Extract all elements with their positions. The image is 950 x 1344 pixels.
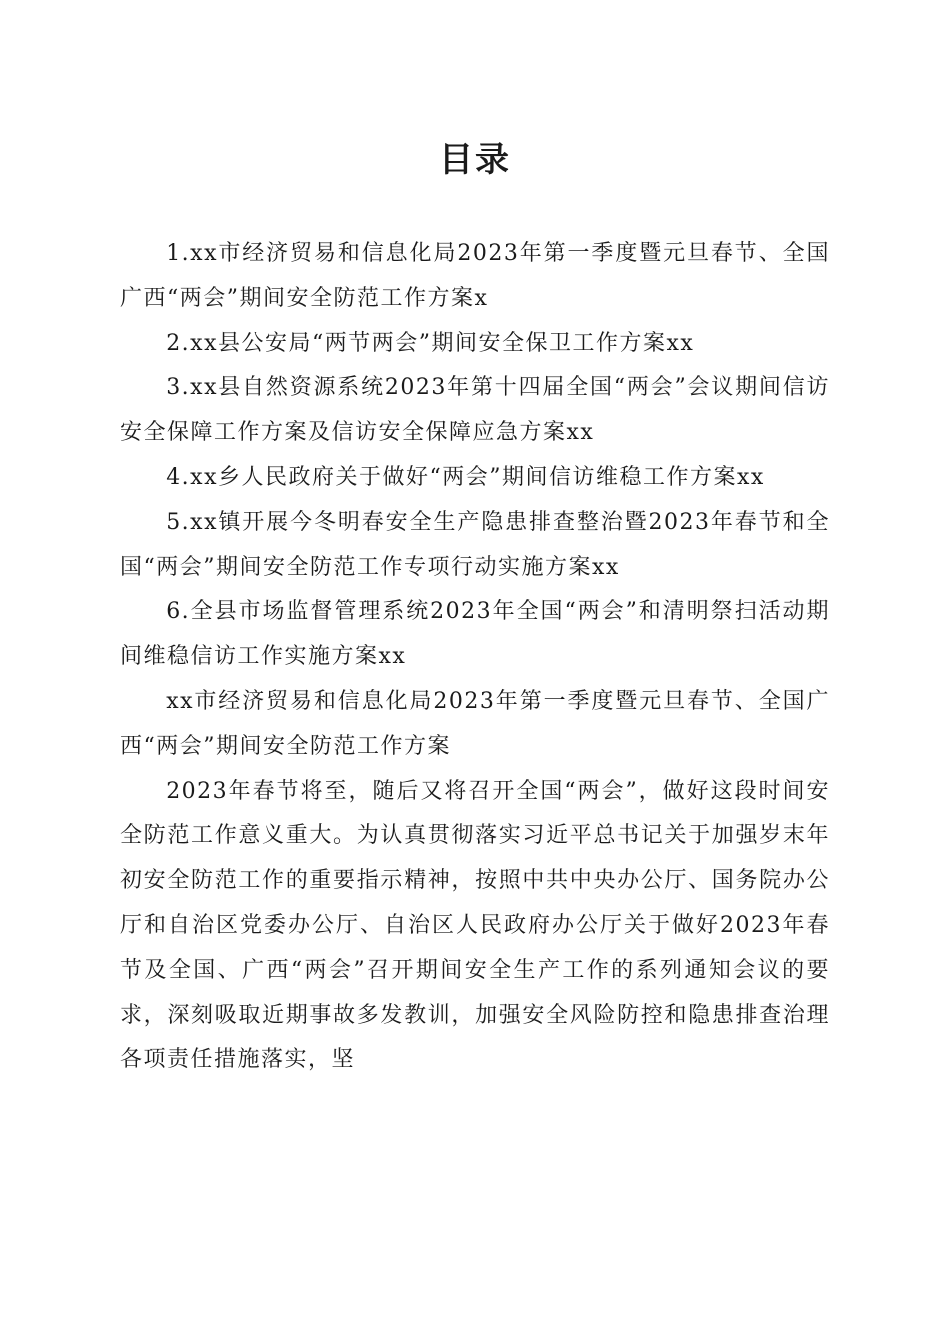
toc-entry-1: 1.xx市经济贸易和信息化局2023年第一季度暨元旦春节、全国广西“两会”期间安全防范工作方案x (120, 241, 830, 311)
toc-entry-5: 5.xx镇开展今冬明春安全生产隐患排查整治暨2023年春节和全国“两会”期间安全防范工作专项行动实施方案xx (120, 509, 830, 580)
table-of-contents (120, 232, 830, 680)
toc-entry-2: 2.xx县公安局“两节两会”期间安全保卫工作方案xx (166, 330, 695, 356)
section-heading: xx市经济贸易和信息化局2023年第一季度暨元旦春节、全国广西“两会”期间安全防范工作方案 (120, 688, 830, 759)
toc-entry-6: 6.全县市场监督管理系统2023年全国“两会”和清明祭扫活动期间维稳信访工作实施方案xx (120, 599, 830, 670)
toc-entry-3: 3.xx县自然资源系统2023年第十四届全国“两会”会议期间信访安全保障工作方案及信访安全保障应急方案xx (120, 375, 830, 446)
page-title: 目录 (439, 140, 511, 180)
toc-entry-4: 4.xx乡人民政府关于做好“两会”期间信访维稳工作方案xx (166, 464, 765, 490)
intro-paragraph: 2023年春节将至，随后又将召开全国“两会”，做好这段时间安全防范工作意义重大。为认真贯彻落实习近平总书记关于加强岁末年初安全防范工作的重要指示精神，按照中共中央办公厅、国务院办公厅和自治区党委办公厅、自治区人民政府办公厅关于做好2023年春节及全国、广西“两会”召开期间安全生产工作的系列通知会议的要求，深刻吸取近期事故多发教训，加强安全风险防控和隐患排查治理各项责任措施落实，坚 (120, 778, 830, 1073)
document-body (120, 232, 830, 1083)
